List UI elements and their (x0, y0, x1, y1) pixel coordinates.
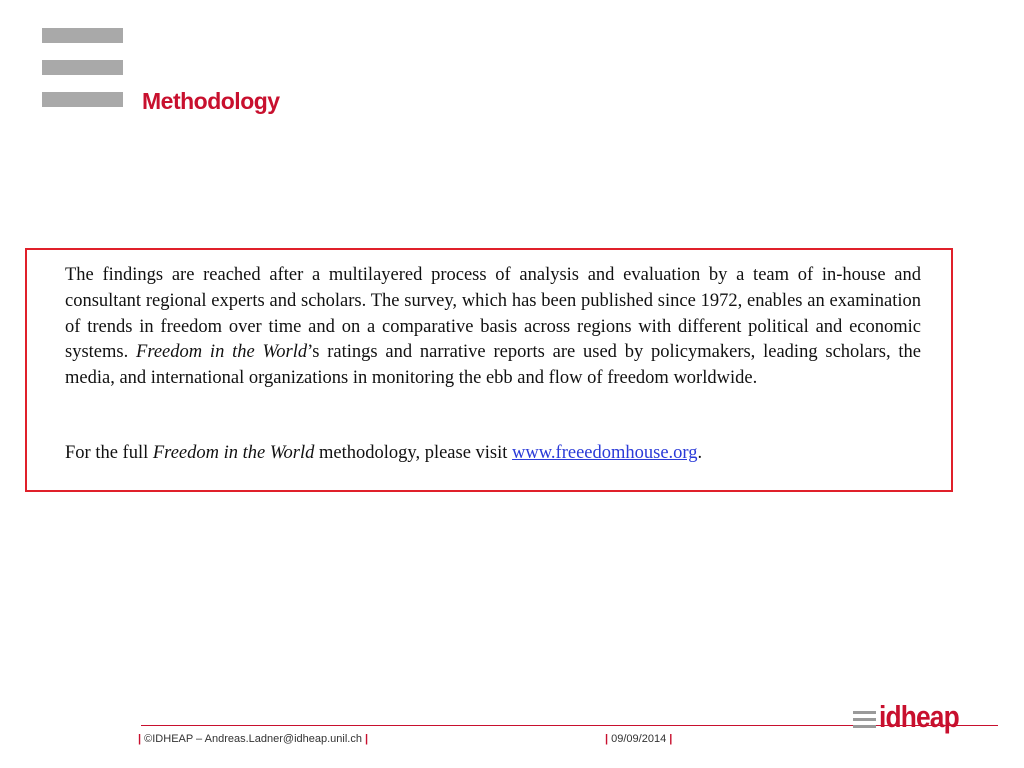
bar-bottom (42, 92, 123, 107)
footer-credit (138, 733, 368, 745)
quote-text-part2: ’s ratings and narrative reports are used by policymakers, leading scholars, the media, and international organizations in monitoring the ebb and flow of freedom worldwide. (65, 342, 922, 389)
footer-date-text: 09/09/2014 (611, 733, 667, 745)
freedomhouse-link[interactable]: www.freeedomhouse.org (512, 443, 698, 463)
quote-text-part1: The findings are reached after a multilayered process of analysis and evaluation by a team of in-house and consultant regional experts and scholars. The survey, which has been published since 1972, enables an examination of trends in freedom over time and on a comparative basis across regions with different political and economic systems. (65, 265, 921, 363)
visit-prefix: For the full (65, 443, 153, 463)
visit-middle: methodology, please visit (314, 443, 513, 463)
quote-visit-line (65, 441, 921, 467)
page-title: Methodology (142, 88, 280, 114)
quote-box (25, 248, 953, 492)
bar-top (42, 28, 123, 43)
footer-pipe-left: | (138, 733, 142, 745)
quote-text-italic: Freedom in the World (136, 342, 308, 363)
bar-middle (42, 60, 123, 75)
footer-pipe-right: | (365, 733, 369, 745)
logo-line (853, 725, 876, 728)
quote-paragraph (65, 263, 921, 392)
footer-date (605, 733, 672, 745)
footer-date-pipe-left: | (605, 733, 609, 745)
idheap-logo (853, 699, 978, 743)
logo-text: idheap (879, 699, 959, 734)
logo-line (853, 718, 876, 721)
logo-line (853, 711, 876, 714)
visit-suffix: . (697, 443, 703, 463)
footer-credit-text: ©IDHEAP – Andreas.Ladner@idheap.unil.ch (144, 733, 362, 745)
visit-italic: Freedom in the World (152, 443, 315, 463)
footer-date-pipe-right: | (669, 733, 673, 745)
